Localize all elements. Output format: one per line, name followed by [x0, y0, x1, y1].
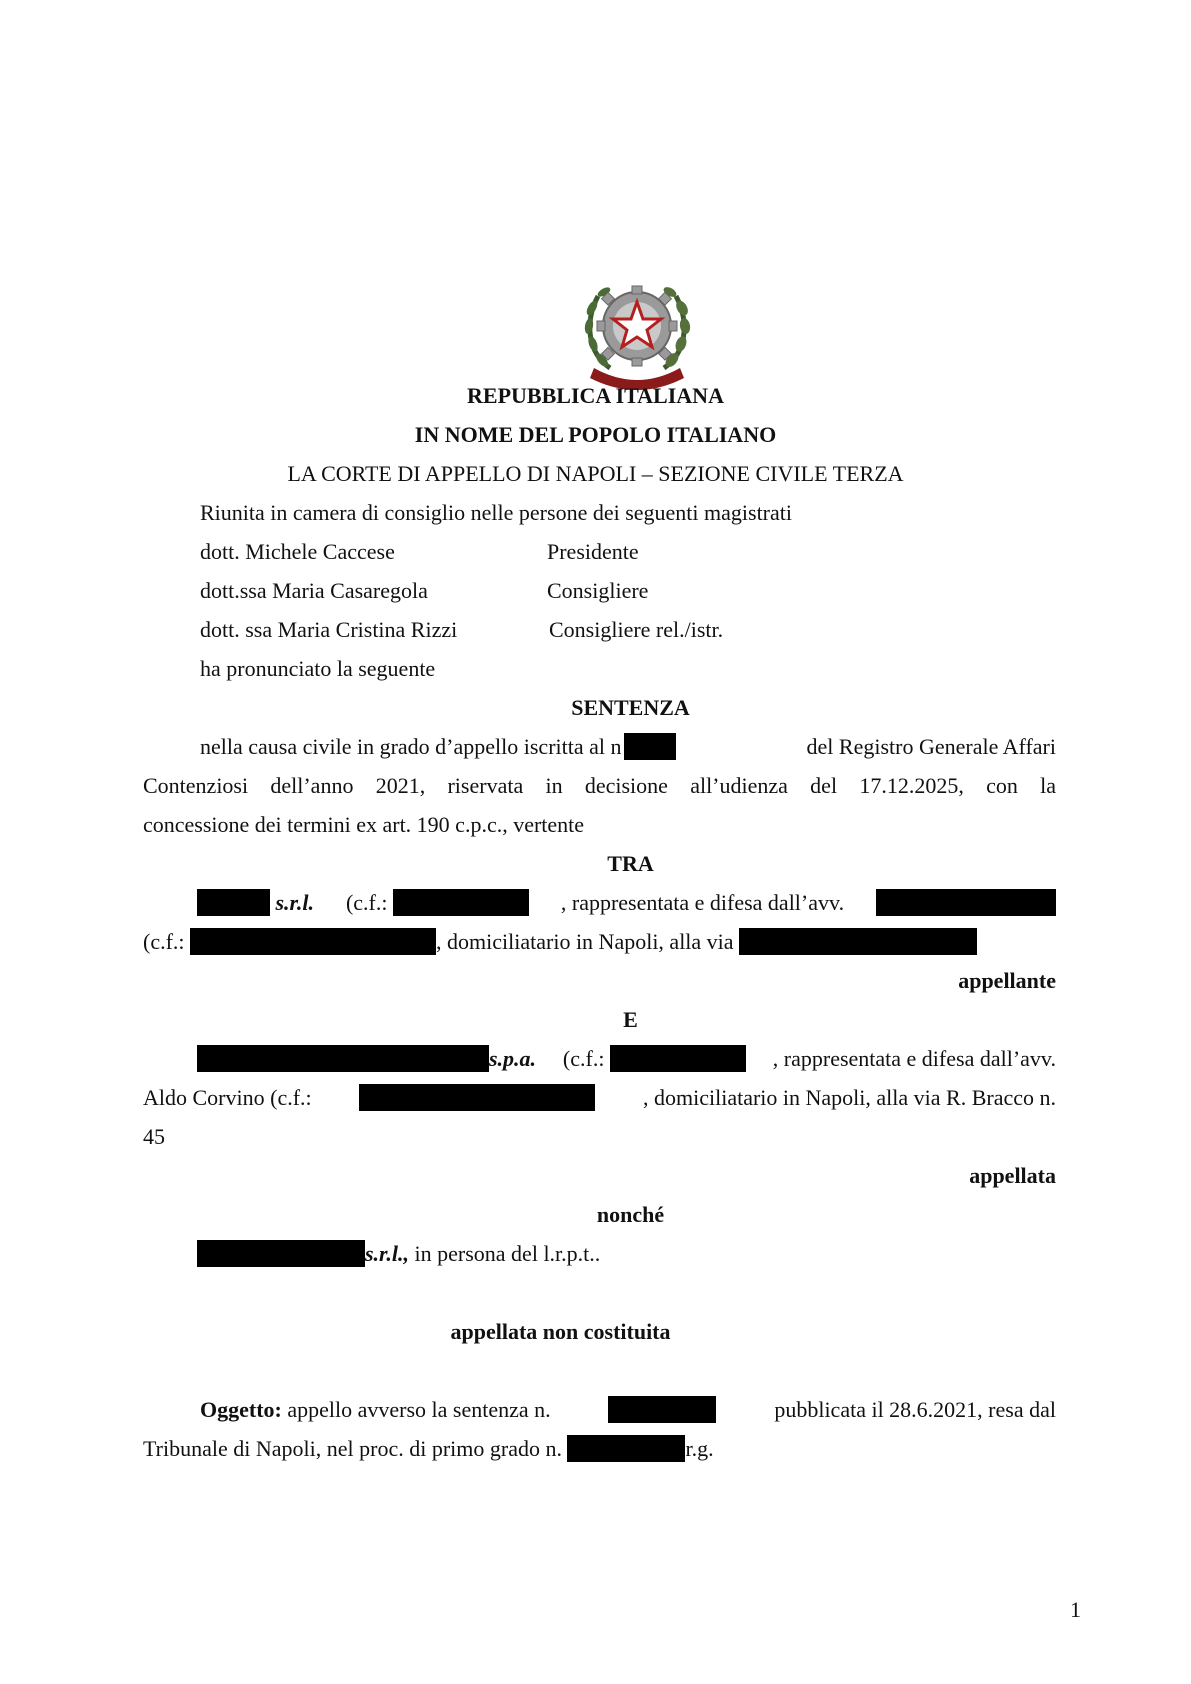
appellante-dom: , domiciliatario in Napoli, alla via	[436, 929, 734, 954]
appellante-rep: , rappresentata e difesa dall’avv.	[560, 890, 845, 915]
terza-label: appellata non costituita	[450, 1319, 671, 1344]
judge-name-1: dott. Michele Caccese	[200, 539, 395, 564]
appellata-line-1	[197, 1045, 1056, 1073]
judge-name-3: dott. ssa Maria Cristina Rizzi	[200, 617, 458, 642]
terza-type: s.r.l.,	[365, 1241, 410, 1266]
redaction-block	[393, 889, 529, 916]
e-heading: E	[623, 1007, 638, 1032]
redaction-block	[567, 1435, 685, 1462]
judge-role-1: Presidente	[547, 539, 639, 564]
oggetto-text-2b: r.g.	[685, 1436, 714, 1461]
terza-text: in persona del l.r.p.t..	[409, 1241, 601, 1266]
appellante-line-2	[143, 928, 977, 956]
oggetto-text-2a: Tribunale di Napoli, nel proc. di primo grado n.	[143, 1436, 562, 1461]
title-popolo: IN NOME DEL POPOLO ITALIANO	[414, 422, 777, 447]
court-name: LA CORTE DI APPELLO DI NAPOLI – SEZIONE CIVILE TERZA	[287, 461, 904, 486]
redaction-block	[610, 1045, 746, 1072]
appellante-cf-label: (c.f.:	[345, 890, 388, 915]
redaction-block	[197, 889, 270, 916]
terza-line	[197, 1240, 600, 1268]
causa-line-1	[200, 733, 1056, 761]
judge-name-2: dott.ssa Maria Casaregola	[200, 578, 428, 603]
redaction-block	[624, 733, 676, 760]
oggetto-line-1	[200, 1396, 1056, 1424]
redaction-block	[359, 1084, 595, 1111]
oggetto-text-1b: pubblicata il 28.6.2021, resa dal	[774, 1397, 1056, 1422]
oggetto-label: Oggetto:	[200, 1397, 282, 1422]
appellante-label: appellante	[958, 968, 1056, 993]
oggetto-text-1a: appello avverso la sentenza n.	[287, 1397, 551, 1422]
redaction-block	[197, 1045, 489, 1072]
sentenza-heading: SENTENZA	[571, 695, 690, 720]
page-number: 1	[1070, 1597, 1081, 1622]
appellata-number: 45	[143, 1124, 165, 1149]
redaction-block	[197, 1240, 365, 1267]
appellante-type: s.r.l.	[275, 890, 315, 915]
appellante-cf2-label: (c.f.:	[143, 929, 185, 954]
judge-role-2: Consigliere	[547, 578, 649, 603]
redaction-block	[876, 889, 1056, 916]
tra-heading: TRA	[607, 851, 654, 876]
italian-republic-emblem-icon	[580, 268, 694, 393]
intro-text: Riunita in camera di consiglio nelle persone dei seguenti magistrati	[200, 500, 793, 525]
judge-role-3: Consigliere rel./istr.	[549, 617, 724, 642]
appellata-line-2	[143, 1084, 1056, 1112]
causa-text-1a: nella causa civile in grado d’appello iscritta al n	[200, 734, 622, 759]
causa-line-2: Contenziosi dell’anno 2021, riservata in decisione all’udienza del 17.12.2025, con la	[143, 773, 1056, 798]
title-repubblica: REPUBBLICA ITALIANA	[467, 383, 724, 408]
appellante-line-1	[197, 889, 1056, 917]
appellata-lawyer: Aldo Corvino (c.f.:	[143, 1085, 312, 1110]
redaction-block	[608, 1396, 716, 1423]
appellata-cf-label: (c.f.:	[562, 1046, 605, 1071]
pronounced-text: ha pronunciato la seguente	[200, 656, 436, 681]
causa-line-3: concessione dei termini ex art. 190 c.p.c., vertente	[143, 812, 585, 837]
redaction-block	[739, 928, 977, 955]
causa-text-1b: del Registro Generale Affari	[806, 734, 1056, 759]
appellata-dom: , domiciliatario in Napoli, alla via R. Bracco n.	[643, 1085, 1056, 1110]
appellata-label: appellata	[969, 1163, 1056, 1188]
oggetto-line-2	[143, 1435, 714, 1463]
appellata-rep: , rappresentata e difesa dall’avv.	[772, 1046, 1056, 1071]
appellata-type: s.p.a.	[489, 1046, 537, 1071]
redaction-block	[190, 928, 436, 955]
nonche-heading: nonché	[596, 1202, 665, 1227]
